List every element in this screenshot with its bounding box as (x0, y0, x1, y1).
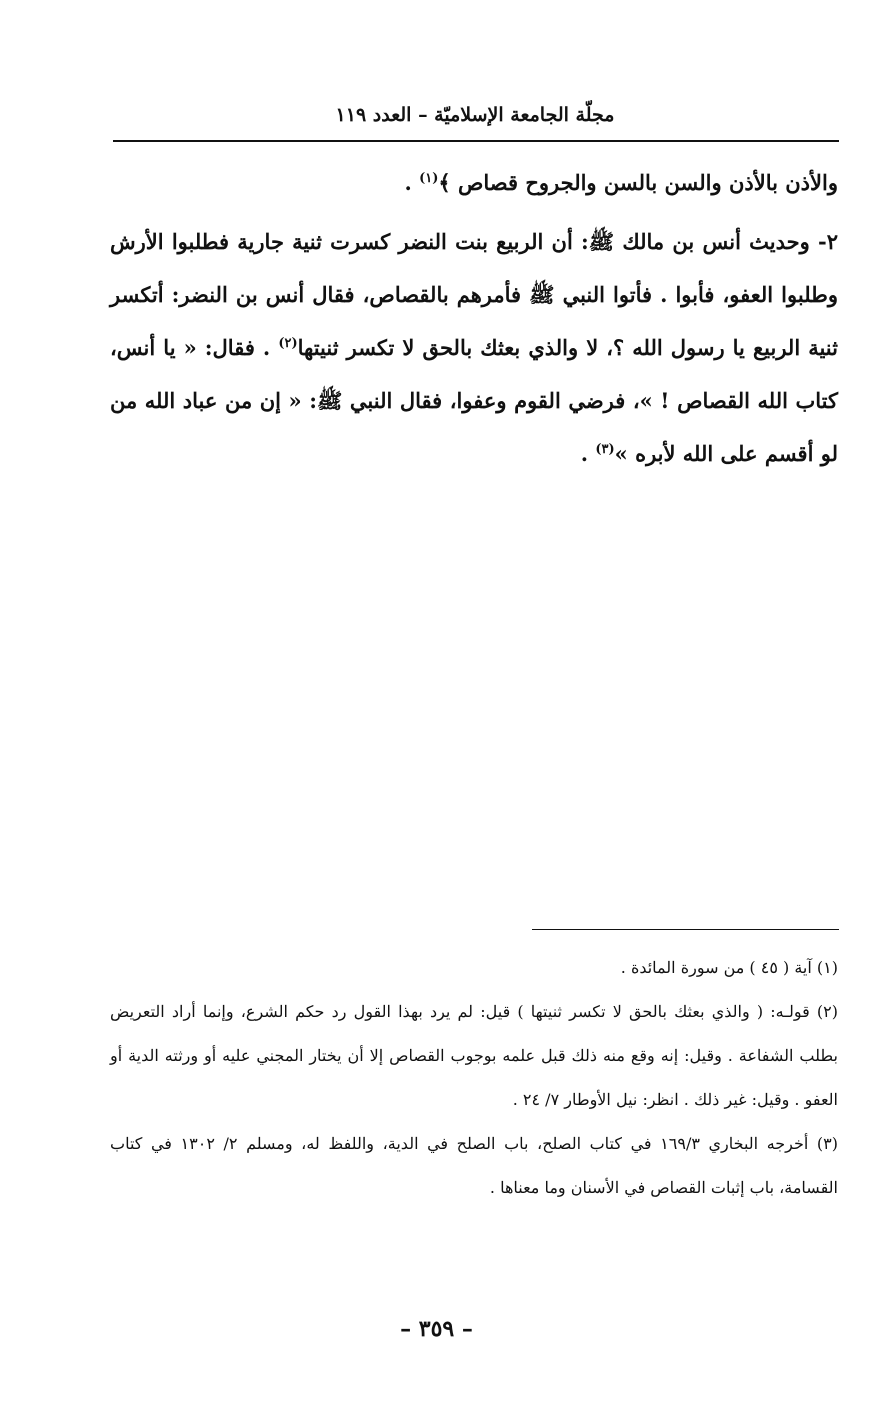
footnote-divider (532, 929, 839, 930)
header-divider (113, 140, 839, 142)
journal-header: مجلّة الجامعة الإسلاميّة – العدد ١١٩ (335, 104, 615, 126)
hadith-text: ٢- وحديث أنس بن مالك ﷺ: أن الربيع بنت النضر كسرت ثنية جارية فطلبوا الأرش وطلبوا العفو، فأبوا . فأتوا النبي ﷺ فأمرهم بالقصاص، فقال أنس بن النضر: أتكسر ثنية الربيع يا رسول الله ؟، لا والذي بعثك بالحق لا تكسر ثنيتها (110, 229, 838, 360)
footnote-text: آية ( ٤٥ ) من سورة المائدة . (620, 958, 817, 977)
footnote-text: قولـه: ( والذي بعثك بالحق لا تكسر ثنيتها ) قيل: لم يرد بهذا القول رد حكم الشرع، وإنما أراد التعريض بطلب الشفاعة . وقيل: إنه وقع منه ذلك قبل علمه بوجوب القصاص إلا أن يختار المجني عليه أو ورثته الدية أو العفو . وقيل: غير ذلك . انظر: نيل الأوطار ٧/ ٢٤ . (110, 1002, 838, 1109)
footnote-text: أخرجه البخاري ١٦٩/٣ في كتاب الصلح، باب الصلح في الدية، واللفظ له، ومسلم ٢/ ١٣٠٢ في كتاب القسامة، باب إثبات القصاص في الأسنان وما معناها . (110, 1134, 838, 1197)
hadith-tail: . (580, 441, 596, 466)
footnote-2 (110, 990, 838, 1122)
verse-text: والأذن بالأذن والسن بالسن والجروح قصاص ﴾ (438, 170, 838, 195)
verse-paragraph (110, 156, 838, 209)
hadith-text-continued: . فقال: « يا أنس، كتاب الله القصاص ! »، فرضي القوم وعفوا، فقال النبي ﷺ: « إن من عباد الله من لو أقسم على الله لأبره » (110, 335, 838, 466)
footnote-ref-3[interactable]: (٣) (595, 442, 615, 457)
footnote-number: (١) (816, 958, 838, 977)
footnote-number: (٢) (816, 1002, 839, 1021)
main-text (110, 156, 838, 480)
footnotes (110, 946, 838, 1210)
page-number: – ٣٥٩ – (400, 1316, 473, 1342)
hadith-paragraph (110, 215, 838, 480)
footnote-ref-2[interactable]: (٢) (278, 336, 298, 351)
footnote-1 (110, 946, 838, 990)
footnote-number: (٣) (816, 1134, 839, 1153)
footnote-3 (110, 1122, 838, 1210)
footnote-ref-1[interactable]: (١) (419, 171, 439, 186)
verse-tail: . (404, 170, 420, 195)
